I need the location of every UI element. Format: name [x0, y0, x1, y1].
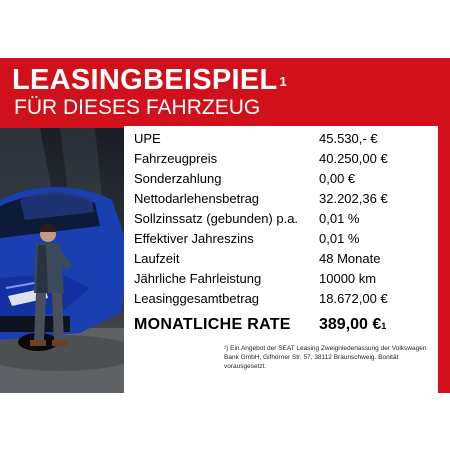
detail-label: Effektiver Jahreszins [134, 231, 254, 246]
detail-row-sonderzahlung [134, 169, 434, 189]
detail-label: Sonderzahlung [134, 171, 222, 186]
detail-label: Leasinggesamtbetrag [134, 291, 260, 306]
monthly-rate-footnote-marker: 1 [381, 321, 387, 331]
detail-row-fahrzeugpreis [134, 149, 434, 169]
detail-value: 0,01 % [319, 231, 360, 246]
detail-value: 0,00 € [319, 171, 356, 186]
detail-row-nettodarlehensbetrag [134, 189, 434, 209]
detail-value: 40.250,00 € [319, 151, 388, 166]
detail-label: Sollzinssatz (gebunden) p.a. [134, 211, 299, 226]
title-footnote-marker: 1 [279, 74, 288, 89]
detail-label: Nettodarlehensbetrag [134, 191, 260, 206]
detail-label: Jährliche Fahrleistung [134, 271, 262, 286]
detail-value: 18.672,00 € [319, 291, 388, 306]
detail-value: 0,01 % [319, 211, 360, 226]
title-text: LEASINGBEISPIEL [12, 64, 278, 96]
monthly-rate-amount: 389,00 € [319, 316, 382, 333]
page-title [12, 64, 287, 96]
detail-row-jaehrliche-fahrleistung [134, 269, 434, 289]
legal-footnote: ¹) Ein Angebot der SEAT Leasing Zweigniederlassung der Volkswagen Bank GmbH, Gifhorner Str. 57, 38112 Braunschweig. Bonität vorausgesetzt. [224, 345, 427, 370]
monthly-rate-row [134, 313, 434, 337]
detail-label: UPE [134, 131, 161, 146]
detail-value: 45.530,- € [319, 131, 378, 146]
detail-label: Laufzeit [134, 251, 180, 266]
detail-row-laufzeit [134, 249, 434, 269]
leasing-details-panel [124, 126, 438, 393]
monthly-rate-value [319, 313, 386, 337]
page-subtitle: FÜR DIESES FAHRZEUG [14, 96, 261, 119]
detail-value: 10000 km [319, 271, 377, 286]
detail-label: Fahrzeugpreis [134, 151, 218, 166]
detail-value: 48 Monate [319, 251, 381, 266]
detail-row-upe [134, 129, 434, 149]
detail-row-sollzinssatz [134, 209, 434, 229]
detail-row-effektiver-jahreszins [134, 229, 434, 249]
monthly-rate-label: MONATLICHE RATE [134, 316, 291, 333]
leasing-offer-card [0, 58, 450, 393]
detail-value: 32.202,36 € [319, 191, 388, 206]
detail-row-leasinggesamtbetrag [134, 289, 434, 309]
